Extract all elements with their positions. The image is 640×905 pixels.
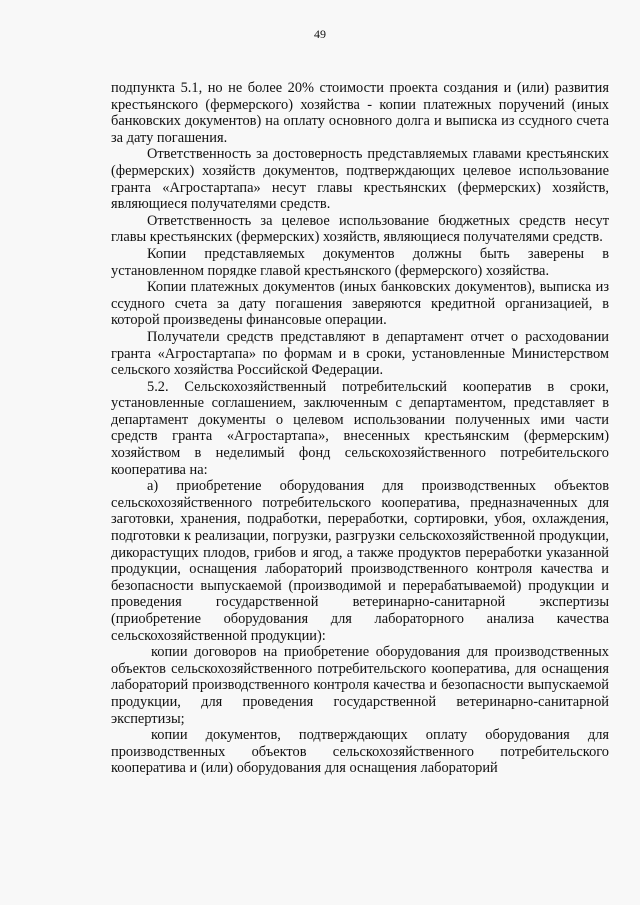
document-body bbox=[111, 80, 609, 777]
paragraph: 5.2. Сельскохозяйственный потребительский кооператив в сроки, установленные соглашением, заключенным с департаментом, представляет в департамент документы о целевом использовании полученных ими части средств гранта «Агростартапа», внесенных крестьянским (фермерским) хозяйством в неделимый фонд сельскохозяйственного потребительского кооператива на: bbox=[111, 378, 609, 478]
page-number: 49 bbox=[314, 27, 326, 41]
paragraph: копии договоров на приобретение оборудования для производственных объектов сельскохозяйственного потребительского кооператива, для оснащения лабораторий производственного контроля качества и безопасности выпускаемой продукции, для проведения государственной ветеринарно-санитарной экспертизы; bbox=[111, 644, 609, 727]
paragraph: а) приобретение оборудования для производственных объектов сельскохозяйственного потребительского кооператива, предназначенных для заготовки, хранения, подработки, переработки, сортировки, убоя, охлаждения, подготовки к реализации, погрузки, разгрузки сельскохозяйственной продукции, дикорастущих плодов, грибов и ягод, а также продуктов переработки указанной продукции, оснащения лабораторий производственного контроля качества и безопасности выпускаемой (производимой и перерабатываемой) продукции и проведения государственной ветеринарно-санитарной экспертизы (приобретение оборудования для лабораторного анализа качества сельскохозяйственной продукции): bbox=[111, 478, 609, 644]
paragraph: Ответственность за достоверность представляемых главами крестьянских (фермерских) хозяйств документов, подтверждающих целевое использование гранта «Агростартапа» несут главы крестьянских (фермерских) хозяйств, являющиеся получателями средств. bbox=[111, 146, 609, 213]
paragraph: Ответственность за целевое использование бюджетных средств несут главы крестьянских (фермерских) хозяйств, являющиеся получателями средств. bbox=[111, 212, 609, 246]
paragraph: копии документов, подтверждающих оплату оборудования для производственных объектов сельскохозяйственного потребительского кооператива и (или) оборудования для оснащения лабораторий bbox=[111, 727, 609, 777]
paragraph: Копии представляемых документов должны быть заверены в установленном порядке главой крестьянского (фермерского) хозяйства. bbox=[111, 245, 609, 279]
paragraph: Получатели средств представляют в департамент отчет о расходовании гранта «Агростартапа» по формам и в сроки, установленные Министерством сельского хозяйства Российской Федерации. bbox=[111, 328, 609, 379]
paragraph: Копии платежных документов (иных банковских документов), выписка из ссудного счета за дату погашения заверяются кредитной организацией, в которой произведены финансовые операции. bbox=[111, 279, 609, 329]
paragraph: подпункта 5.1, но не более 20% стоимости проекта создания и (или) развития крестьянского (фермерского) хозяйства - копии платежных поручений (иных банковских документов) на оплату основного долга и выписка из ссудного счета за дату погашения. bbox=[111, 80, 609, 146]
